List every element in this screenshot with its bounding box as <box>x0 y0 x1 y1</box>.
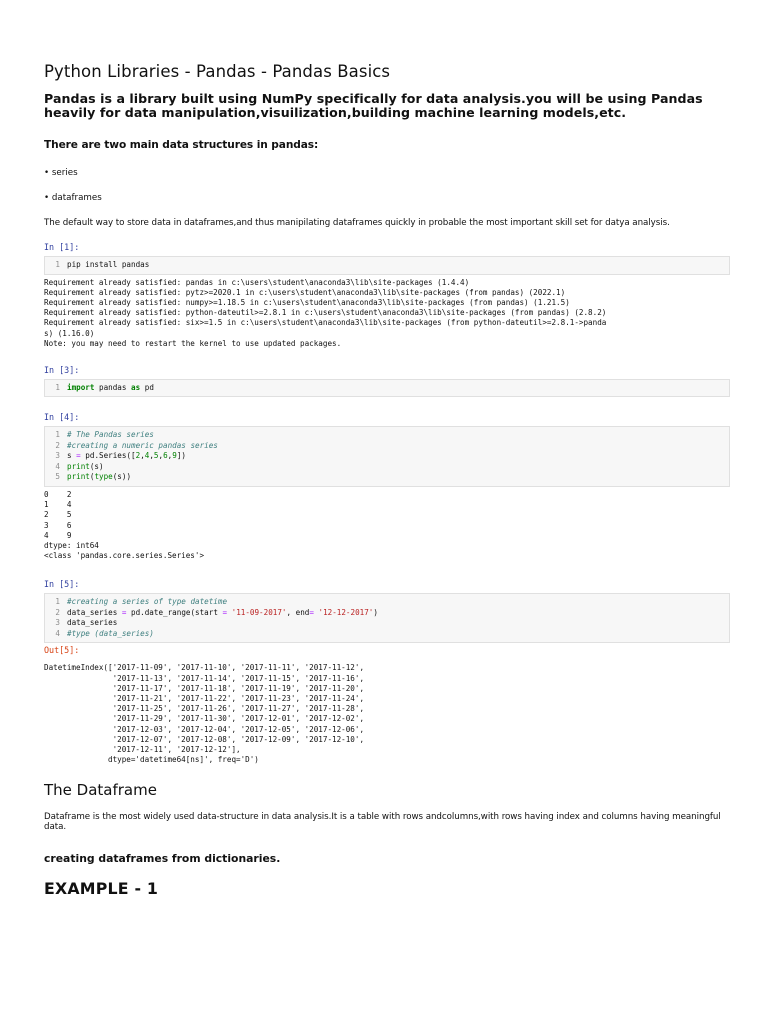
line-number: 5 <box>55 472 60 482</box>
code-line <box>45 608 729 619</box>
code-line <box>45 462 729 473</box>
code-line <box>45 441 729 452</box>
code-text: ) <box>373 607 378 617</box>
code-cell[interactable] <box>44 256 730 275</box>
operator: = <box>222 607 228 617</box>
code-text <box>67 472 131 483</box>
number-literal: 6 <box>163 451 168 461</box>
line-number: 3 <box>55 451 60 461</box>
code-text: data_series <box>67 618 118 628</box>
code-text: pd.date_range(start <box>126 607 223 617</box>
code-text: (s) <box>89 461 104 471</box>
bullet-dataframes: • dataframes <box>44 193 102 203</box>
line-number: 4 <box>55 628 60 638</box>
code-text: ( <box>89 472 95 482</box>
code-text: s = pd.Series([2,4,5,6,9]) <box>67 451 186 461</box>
dataframe-heading: The Dataframe <box>44 781 157 800</box>
code-text <box>67 383 154 394</box>
operator: = <box>121 607 127 617</box>
dictionaries-heading: creating dataframes from dictionaries. <box>44 852 281 866</box>
code-text: , end <box>286 607 310 617</box>
code-text: pandas <box>94 382 132 392</box>
line-number: 2 <box>55 607 60 617</box>
line-number: 3 <box>55 618 60 628</box>
code-comment: #creating a numeric pandas series <box>67 440 218 450</box>
code-text <box>67 608 378 619</box>
number-literal: 2 <box>135 451 141 461</box>
builtin-function: type <box>94 472 113 482</box>
input-prompt: In [1]: <box>44 242 80 252</box>
structures-heading: There are two main data structures in pandas: <box>44 139 319 151</box>
notebook-cell-3 <box>44 365 730 398</box>
code-line <box>45 260 729 271</box>
code-comment: # The Pandas series <box>67 430 154 440</box>
code-line <box>45 430 729 441</box>
number-literal: 9 <box>172 451 177 461</box>
line-number: 1 <box>55 260 60 269</box>
example-heading: EXAMPLE - 1 <box>44 879 159 899</box>
cell-output: DatetimeIndex(['2017-11-09', '2017-11-10', '2017-11-11', '2017-11-12', '2017-11-13', '2017-11-14', '2017-11-15', '2017-11-16', '2017-11-17', '2017-11-18', '2017-11-19', '2017-11-20', '2017-11-21', '2017-11-22', '2017-11-23', '2017-11-24', '2017-11-25', '2017-11-26', '2017-11-27', '2017-11-28', '2017-11-29', '2017-11-30', '2017-12-01', '2017-12-02', '2017-12-03', '2017-12-04', '2017-12-05', '2017-12-06', '2017-12-07', '2017-12-08', '2017-12-09', '2017-12-10', '2017-12-11', '2017-12-12'], dtype='datetime64[ns]', freq='D') <box>44 663 365 765</box>
notebook-page <box>44 62 730 898</box>
line-number: 2 <box>55 440 60 450</box>
output-prompt: Out[5]: <box>44 645 80 656</box>
notebook-cell-1 <box>44 242 730 349</box>
code-text: pd <box>140 382 154 392</box>
number-literal: 5 <box>153 451 159 461</box>
code-comment: #creating a series of type datetime <box>67 597 228 607</box>
operator: = <box>309 607 314 617</box>
line-number: 4 <box>55 461 60 471</box>
default-storage-paragraph: The default way to store data in dataframes,and thus manipilating dataframes quickly in probable the most important skill set for datya analysis. <box>44 218 670 228</box>
line-number: 1 <box>55 382 60 392</box>
dataframe-paragraph: Dataframe is the most widely used data-structure in data analysis.It is a table with rows andcolumns,with rows having index and columns having meaningful data. <box>44 812 721 832</box>
code-cell[interactable] <box>44 379 730 398</box>
string-literal: '12-12-2017' <box>313 607 374 617</box>
code-cell[interactable] <box>44 593 730 643</box>
line-number: 1 <box>55 597 60 607</box>
code-text: pd.Series([ <box>80 451 136 461</box>
code-text: ]) <box>176 451 186 461</box>
cell-output: Requirement already satisfied: pandas in c:\users\student\anaconda3\lib\site-packages (1.4.4) Requirement already satisfied: pytz>=2020.1 in c:\users\student\anaconda3\lib\site-packages (from pandas) (2022.1) Requirement already satisfied: numpy>=1.18.5 in c:\users\student\anaconda3\lib\site-packages (from pandas) (1.21.5) Requirement already satisfied: python-dateutil>=2.8.1 in c:\users\student\anaconda3\lib\site-packages (from pandas) (2.8.2) Requirement already satisfied: six>=1.5 in c:\users\student\anaconda3\lib\site-packages (from python-dateutil>=2.8.1->panda s) (1.16.0) Note: you may need to restart the kernel to use updated packages. <box>44 277 607 348</box>
input-prompt: In [5]: <box>44 579 80 590</box>
code-text <box>67 462 104 473</box>
input-prompt: In [3]: <box>44 364 80 375</box>
string-literal: '11-09-2017' <box>227 607 287 617</box>
code-text: (s)) <box>112 472 132 482</box>
code-text: s <box>67 451 77 461</box>
cell-output: 0 2 1 4 2 5 3 6 4 9 dtype: int64 <class 'pandas.core.series.Series'> <box>44 489 205 561</box>
code-line <box>45 629 729 640</box>
line-number: 1 <box>55 430 60 440</box>
builtin-function: print <box>67 472 90 482</box>
code-cell[interactable] <box>44 426 730 487</box>
code-text: data_series <box>67 607 122 617</box>
code-comment: #type (data_series) <box>67 628 154 638</box>
code-line <box>45 597 729 608</box>
keyword: as <box>131 382 141 392</box>
page-title: Python Libraries - Pandas - Pandas Basics <box>44 62 391 81</box>
code-line <box>45 472 729 483</box>
builtin-function: print <box>67 461 90 471</box>
notebook-cell-4 <box>44 412 730 561</box>
input-prompt: In [4]: <box>44 412 80 423</box>
number-literal: 4 <box>144 451 150 461</box>
code-line <box>45 618 729 629</box>
notebook-cell-5 <box>44 579 730 765</box>
code-line <box>45 451 729 462</box>
code-line <box>45 383 729 394</box>
code-text: pip install pandas <box>67 260 150 269</box>
bullet-series: • series <box>44 168 78 178</box>
intro-heading: Pandas is a library built using NumPy specifically for data analysis.you will be using Pandas heavily for data manipulation,visuilization,building machine learning models,etc. <box>44 91 703 120</box>
operator: = <box>76 451 81 461</box>
keyword: import <box>67 382 95 392</box>
